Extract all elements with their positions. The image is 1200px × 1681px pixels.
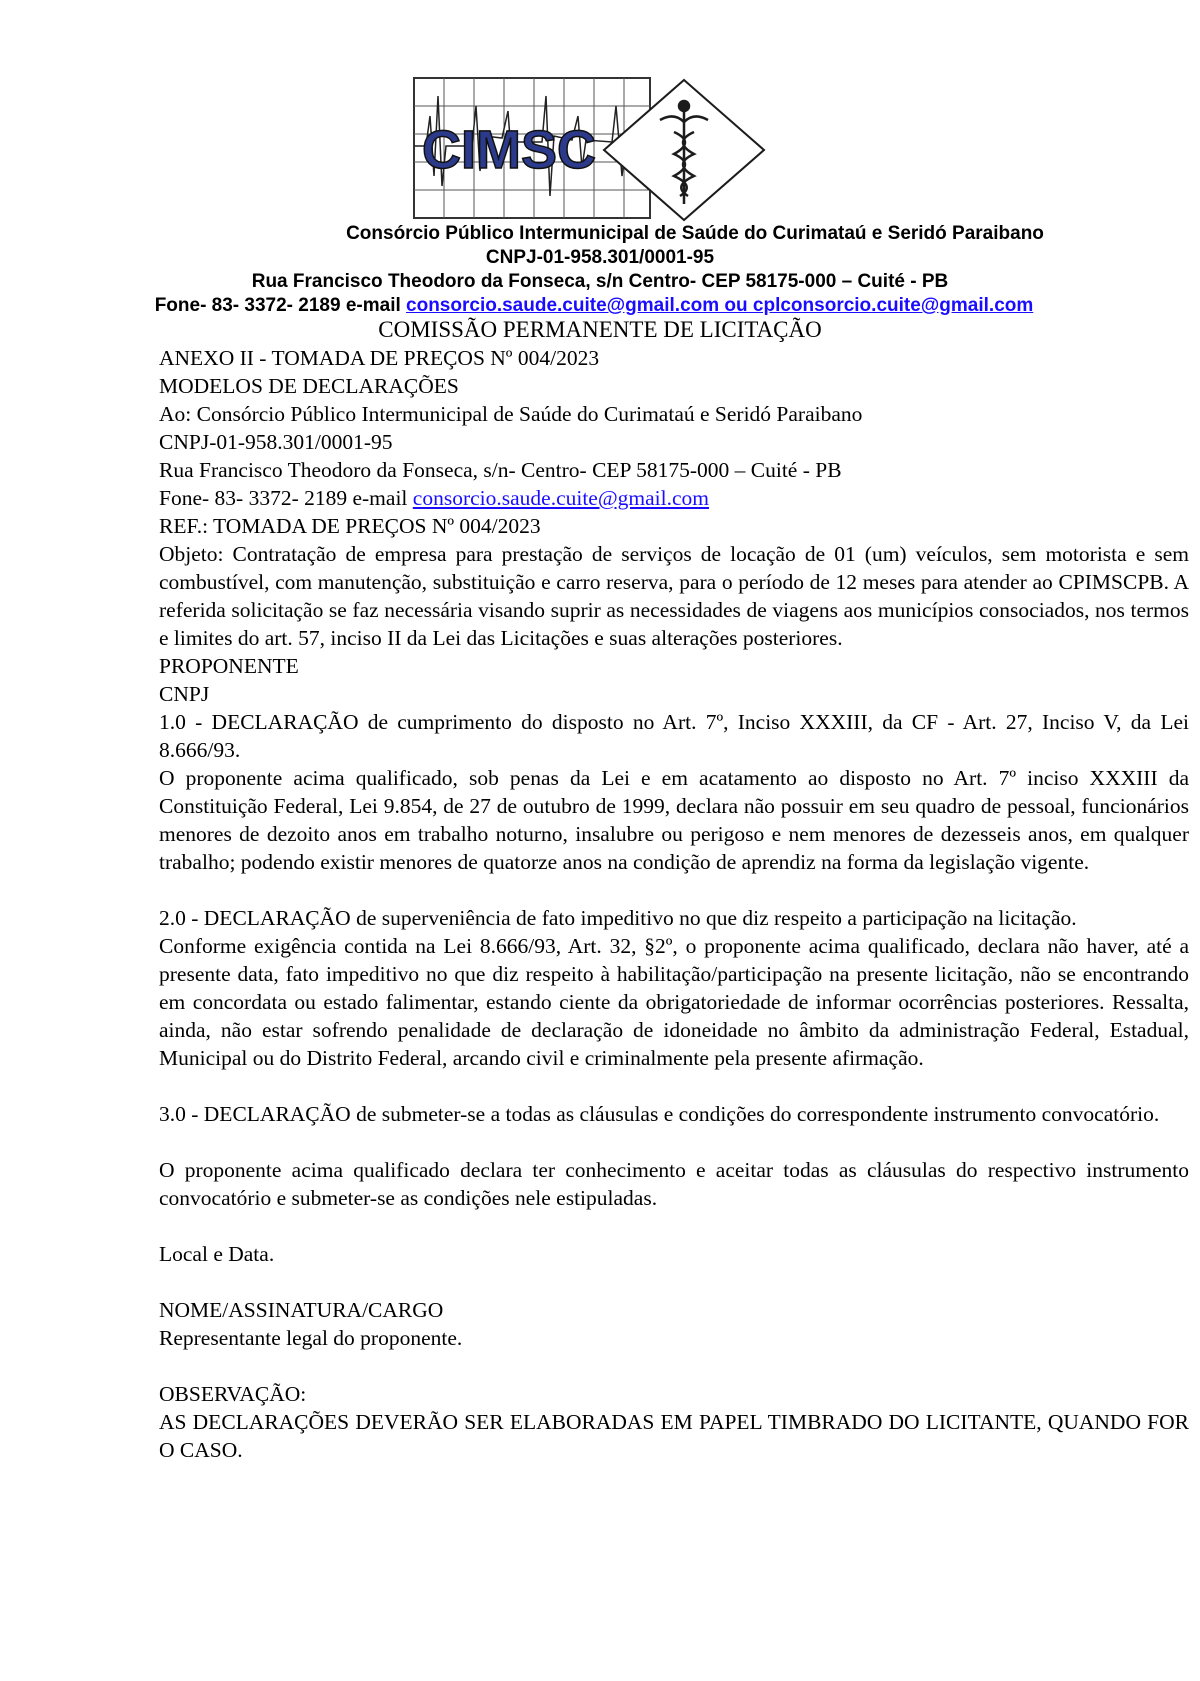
commission-title: COMISSÃO PERMANENTE DE LICITAÇÃO (378, 317, 822, 342)
letterhead-org-name: Consórcio Público Intermunicipal de Saúde do Curimataú e Seridó Paraibano (346, 223, 1044, 244)
addressee-to: Ao: Consórcio Público Intermunicipal de Saúde do Curimataú e Seridó Paraibano (159, 402, 863, 426)
letterhead-contact (0, 294, 1194, 318)
addressee-address: Rua Francisco Theodoro da Fonseca, s/n- Centro- CEP 58175-000 – Cuité - PB (159, 458, 842, 482)
letterhead-cnpj: CNPJ-01-958.301/0001-95 (485, 247, 715, 268)
addressee-phone: Fone- 83- 3372- 2189 e-mail (159, 486, 413, 510)
logo-text: CIMSC (422, 120, 596, 180)
document-body (159, 344, 1189, 1464)
models-title: MODELOS DE DECLARAÇÕES (159, 374, 459, 398)
declaration-3-heading: 3.0 - DECLARAÇÃO de submeter-se a todas as cláusulas e condições do correspondente instrumento convocatório. (159, 1102, 1160, 1126)
declaration-3-text: O proponente acima qualificado declara ter conhecimento e aceitar todas as cláusulas do respectivo instrumento convocatório e submeter-se as condições nele estipuladas. (159, 1158, 1189, 1210)
declaration-2-heading: 2.0 - DECLARAÇÃO de superveniência de fato impeditivo no que diz respeito a participação na licitação. (159, 906, 1077, 930)
place-date: Local e Data. (159, 1242, 275, 1266)
observation-text: AS DECLARAÇÕES DEVERÃO SER ELABORADAS EM PAPEL TIMBRADO DO LICITANTE, QUANDO FOR O CASO. (159, 1410, 1189, 1462)
object-paragraph: Objeto: Contratação de empresa para prestação de serviços de locação de 01 (um) veículos, sem motorista e sem combustível, com manutenção, substituição e carro reserva, para o período de 12 meses para atender ao CPIMSCPB. A referida solicitação se faz necessária visando suprir as necessidades de viagens aos municípios consociados, nos termos e limites do art. 57, inciso II da Lei das Licitações e suas alterações posteriores. (159, 542, 1189, 650)
cnpj-label: CNPJ (159, 682, 210, 706)
reference-line: REF.: TOMADA DE PREÇOS Nº 004/2023 (159, 514, 541, 538)
letterhead-phone: Fone- 83- 3372- 2189 e-mail (154, 295, 407, 316)
signature-role: Representante legal do proponente. (159, 1326, 463, 1350)
annex-title: ANEXO II - TOMADA DE PREÇOS Nº 004/2023 (159, 346, 600, 370)
declaration-1-heading: 1.0 - DECLARAÇÃO de cumprimento do disposto no Art. 7º, Inciso XXXIII, da CF - Art. 27, Inciso V, da Lei 8.666/93. (159, 710, 1189, 762)
letterhead-address: Rua Francisco Theodoro da Fonseca, s/n Centro- CEP 58175-000 – Cuité - PB (251, 271, 949, 292)
cimsc-logo (412, 76, 772, 222)
signature-line: NOME/ASSINATURA/CARGO (159, 1298, 444, 1322)
proponent-label: PROPONENTE (159, 654, 299, 678)
addressee-cnpj: CNPJ-01-958.301/0001-95 (159, 430, 393, 454)
declaration-2-text: Conforme exigência contida na Lei 8.666/93, Art. 32, §2º, o proponente acima qualificado, declara não haver, até a presente data, fato impeditivo no que diz respeito à habilitação/participação na presente licitação, não se encontrando em concordata ou estado falimentar, estando ciente da obrigatoriedade de informar ocorrências posteriores. Ressalta, ainda, não estar sofrendo penalidade de declaração de idoneidade no âmbito da administração Federal, Estadual, Municipal ou do Distrito Federal, arcando civil e criminalmente pela presente afirmação. (159, 934, 1189, 1070)
observation-label: OBSERVAÇÃO: (159, 1382, 307, 1406)
addressee-email-link[interactable]: consorcio.saude.cuite@gmail.com (412, 486, 710, 510)
letterhead-email-link[interactable]: consorcio.saude.cuite@gmail.com ou cplconsorcio.cuite@gmail.com (406, 295, 1034, 316)
addressee-contact (159, 484, 1189, 512)
declaration-1-text: O proponente acima qualificado, sob penas da Lei e em acatamento ao disposto no Art. 7º inciso XXXIII da Constituição Federal, Lei 9.854, de 27 de outubro de 1999, declara não possuir em seu quadro de pessoal, funcionários menores de dezoito anos em trabalho noturno, insalubre ou perigoso e nem menores de dezesseis anos, em qualquer trabalho; podendo existir menores de quatorze anos na condição de aprendiz na forma da legislação vigente. (159, 766, 1189, 874)
